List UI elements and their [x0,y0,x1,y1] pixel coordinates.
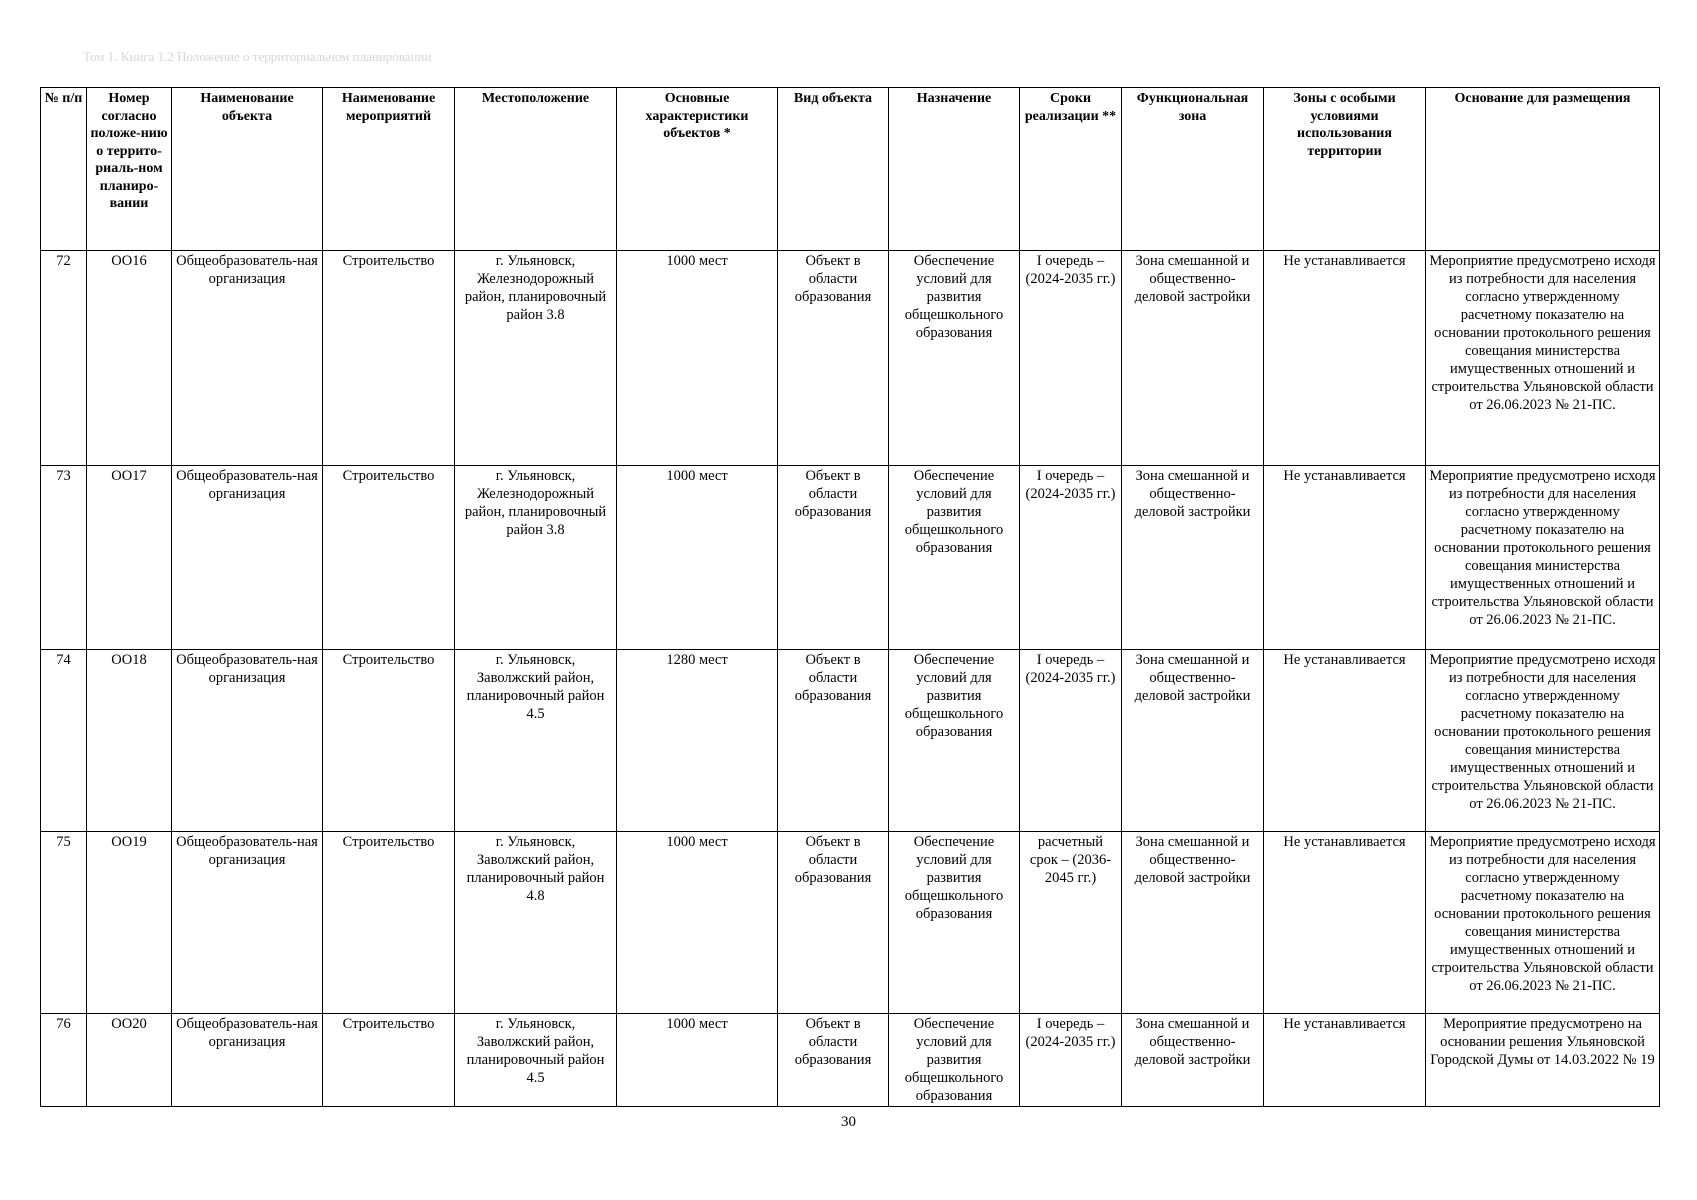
cell-characteristics: 1000 мест [617,251,778,466]
cell-zone: Зона смешанной и общественно-деловой застройки [1122,466,1264,650]
cell-code: ОО17 [87,466,172,650]
cell-number: 73 [41,466,87,650]
column-header-zone: Функциональная зона [1122,88,1264,251]
cell-object-name: Общеобразователь-ная организация [172,251,323,466]
cell-purpose: Обеспечение условий для развития общешкольного образования [889,1014,1020,1107]
table-row [41,832,1660,1014]
column-header-code: Номер согласно положе-нию о террито-риаль-ном планиро-вании [87,88,172,251]
column-header-object-name: Наименование объекта [172,88,323,251]
table-row [41,1014,1660,1107]
cell-code: ОО19 [87,832,172,1014]
page-number: 30 [841,1114,856,1130]
table-row [41,466,1660,650]
cell-number: 72 [41,251,87,466]
cell-term: расчетный срок – (2036-2045 гг.) [1020,832,1122,1014]
column-header-basis: Основание для размещения [1426,88,1660,251]
cell-characteristics: 1280 мест [617,650,778,832]
cell-code: ОО16 [87,251,172,466]
cell-object-name: Общеобразователь-ная организация [172,466,323,650]
cell-code: ОО18 [87,650,172,832]
table-header-row [41,88,1660,251]
cell-number: 75 [41,832,87,1014]
cell-object-type: Объект в области образования [778,650,889,832]
cell-object-name: Общеобразователь-ная организация [172,650,323,832]
cell-object-name: Общеобразователь-ная организация [172,832,323,1014]
cell-object-type: Объект в области образования [778,251,889,466]
column-header-object-type: Вид объекта [778,88,889,251]
cell-purpose: Обеспечение условий для развития общешкольного образования [889,832,1020,1014]
cell-zone: Зона смешанной и общественно-деловой застройки [1122,650,1264,832]
cell-zone: Зона смешанной и общественно-деловой застройки [1122,1014,1264,1107]
cell-activity: Строительство [323,1014,455,1107]
cell-characteristics: 1000 мест [617,466,778,650]
cell-basis: Мероприятие предусмотрено исходя из потребности для населения согласно утвержденному расчетному показателю на основании протокольного решения совещания министерства имущественных отношений и строительства Ульяновской области от 26.06.2023 № 21-ПС. [1426,466,1660,650]
cell-location: г. Ульяновск, Заволжский район, планировочный район 4.5 [455,1014,617,1107]
cell-special-zones: Не устанавливается [1264,650,1426,832]
cell-purpose: Обеспечение условий для развития общешкольного образования [889,466,1020,650]
column-header-term: Сроки реализации ** [1020,88,1122,251]
cell-special-zones: Не устанавливается [1264,251,1426,466]
cell-code: ОО20 [87,1014,172,1107]
cell-special-zones: Не устанавливается [1264,1014,1426,1107]
column-header-special-zones: Зоны с особыми условиями использования территории [1264,88,1426,251]
cell-activity: Строительство [323,251,455,466]
column-header-characteristics: Основные характеристики объектов * [617,88,778,251]
cell-basis: Мероприятие предусмотрено исходя из потребности для населения согласно утвержденному расчетному показателю на основании протокольного решения совещания министерства имущественных отношений и строительства Ульяновской области от 26.06.2023 № 21-ПС. [1426,832,1660,1014]
cell-object-name: Общеобразователь-ная организация [172,1014,323,1107]
cell-location: г. Ульяновск, Заволжский район, планировочный район 4.8 [455,832,617,1014]
column-header-purpose: Назначение [889,88,1020,251]
column-header-number: № п/п [41,88,87,251]
cell-term: I очередь – (2024-2035 гг.) [1020,1014,1122,1107]
cell-basis: Мероприятие предусмотрено исходя из потребности для населения согласно утвержденному расчетному показателю на основании протокольного решения совещания министерства имущественных отношений и строительства Ульяновской области от 26.06.2023 № 21-ПС. [1426,650,1660,832]
cell-location: г. Ульяновск, Железнодорожный район, планировочный район 3.8 [455,251,617,466]
cell-zone: Зона смешанной и общественно-деловой застройки [1122,832,1264,1014]
cell-special-zones: Не устанавливается [1264,832,1426,1014]
cell-purpose: Обеспечение условий для развития общешкольного образования [889,650,1020,832]
cell-characteristics: 1000 мест [617,1014,778,1107]
cell-number: 76 [41,1014,87,1107]
objects-table [40,87,1660,1107]
cell-term: I очередь – (2024-2035 гг.) [1020,251,1122,466]
cell-zone: Зона смешанной и общественно-деловой застройки [1122,251,1264,466]
cell-term: I очередь – (2024-2035 гг.) [1020,650,1122,832]
cell-location: г. Ульяновск, Железнодорожный район, планировочный район 3.8 [455,466,617,650]
cell-activity: Строительство [323,466,455,650]
cell-activity: Строительство [323,650,455,832]
column-header-location: Местоположение [455,88,617,251]
cell-object-type: Объект в области образования [778,466,889,650]
table-row [41,650,1660,832]
cell-characteristics: 1000 мест [617,832,778,1014]
cell-basis: Мероприятие предусмотрено исходя из потребности для населения согласно утвержденному расчетному показателю на основании протокольного решения совещания министерства имущественных отношений и строительства Ульяновской области от 26.06.2023 № 21-ПС. [1426,251,1660,466]
document-header: Том 1. Книга 1.2 Положение о территориальном планировании [83,49,432,64]
cell-basis: Мероприятие предусмотрено на основании решения Ульяновской Городской Думы от 14.03.2022 № 19 [1426,1014,1660,1107]
cell-special-zones: Не устанавливается [1264,466,1426,650]
cell-purpose: Обеспечение условий для развития общешкольного образования [889,251,1020,466]
cell-location: г. Ульяновск, Заволжский район, планировочный район 4.5 [455,650,617,832]
column-header-activity: Наименование мероприятий [323,88,455,251]
cell-object-type: Объект в области образования [778,1014,889,1107]
cell-term: I очередь – (2024-2035 гг.) [1020,466,1122,650]
cell-activity: Строительство [323,832,455,1014]
cell-object-type: Объект в области образования [778,832,889,1014]
cell-number: 74 [41,650,87,832]
table-row [41,251,1660,466]
